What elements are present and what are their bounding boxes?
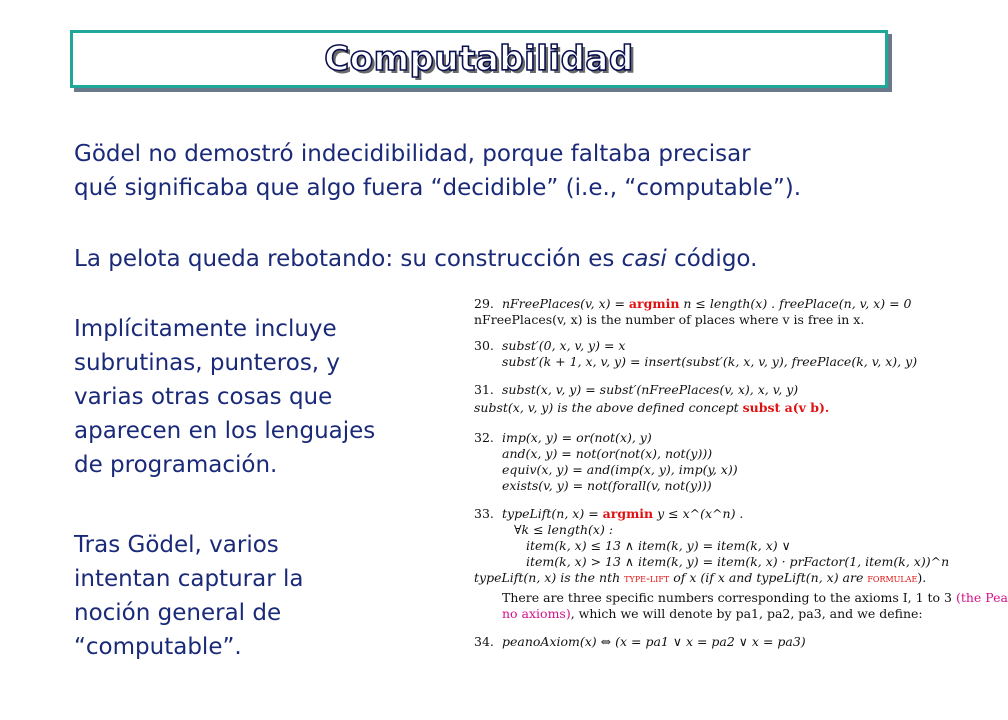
title-box [70, 30, 888, 88]
text-line: Tras Gödel, varios [74, 532, 279, 558]
math-line: There are three specific numbers corresponding to the axioms I, 1 to 3 (the Pea [502, 590, 1008, 605]
text-line: aparecen en los lenguajes [74, 418, 376, 444]
text-line: Implícitamente incluye [74, 316, 337, 342]
math-line: 30. subst′(0, x, v, y) = x [474, 338, 626, 353]
text-line: “computable”. [74, 634, 242, 660]
math-line: subst(x, v, y) is the above defined concept subst a(v b). [474, 400, 830, 415]
math-line: nFreePlaces(v, x) is the number of places where v is free in x. [474, 312, 865, 327]
text-line: Gödel no demostró indecidibilidad, porque faltaba precisar [74, 141, 751, 167]
text-line: qué significaba que algo fuera “decidible” (i.e., “computable”). [74, 175, 802, 201]
math-line: 33. typeLift(n, x) = argmin y ≤ x^(x^n) . [474, 506, 744, 521]
after-godel-paragraph [74, 528, 434, 664]
math-line: 32. imp(x, y) = or(not(x), y) [474, 430, 652, 445]
implicit-paragraph [74, 312, 434, 482]
emphasis-text: casi [621, 246, 667, 272]
intro-paragraph [74, 137, 934, 205]
math-line: 34. peanoAxiom(x) ⇔ (x = pa1 ∨ x = pa2 ∨ x = pa3) [474, 634, 806, 649]
ball-paragraph [74, 242, 934, 276]
text-span: código. [666, 246, 758, 272]
math-line: equiv(x, y) = and(imp(x, y), imp(y, x)) [502, 462, 738, 477]
math-line: item(k, x) ≤ 13 ∧ item(k, y) = item(k, x) ∨ [526, 538, 791, 553]
text-line: de programación. [74, 452, 278, 478]
text-line: intentan capturar la [74, 566, 304, 592]
math-line: item(k, x) > 13 ∧ item(k, y) = item(k, x) · prFactor(1, item(k, x))^n [526, 554, 950, 569]
math-excerpt-image [474, 292, 1008, 664]
text-span: La pelota queda rebotando: su construcción es [74, 246, 622, 272]
math-line: 29. nFreePlaces(v, x) = argmin n ≤ length(x) . freePlace(n, v, x) = 0 [474, 296, 912, 311]
slide-title: Computabilidad [324, 39, 634, 79]
text-line: varias otras cosas que [74, 384, 333, 410]
math-line: no axioms), which we will denote by pa1, pa2, pa3, and we define: [502, 606, 923, 621]
math-line: exists(v, y) = not(forall(v, not(y))) [502, 478, 712, 493]
text-line: subrutinas, punteros, y [74, 350, 341, 376]
math-line: and(x, y) = not(or(not(x), not(y))) [502, 446, 713, 461]
math-line: ∀k ≤ length(x) : [514, 522, 614, 537]
math-line: typeLift(n, x) is the nth type-lift of x (if x and typeLift(n, x) are formulae). [474, 570, 927, 585]
math-line: subst′(k + 1, x, v, y) = insert(subst′(k, x, v, y), freePlace(k, v, x), y) [502, 354, 918, 369]
text-line: noción general de [74, 600, 282, 626]
math-line: 31. subst(x, v, y) = subst′(nFreePlaces(v, x), x, v, y) [474, 382, 799, 397]
